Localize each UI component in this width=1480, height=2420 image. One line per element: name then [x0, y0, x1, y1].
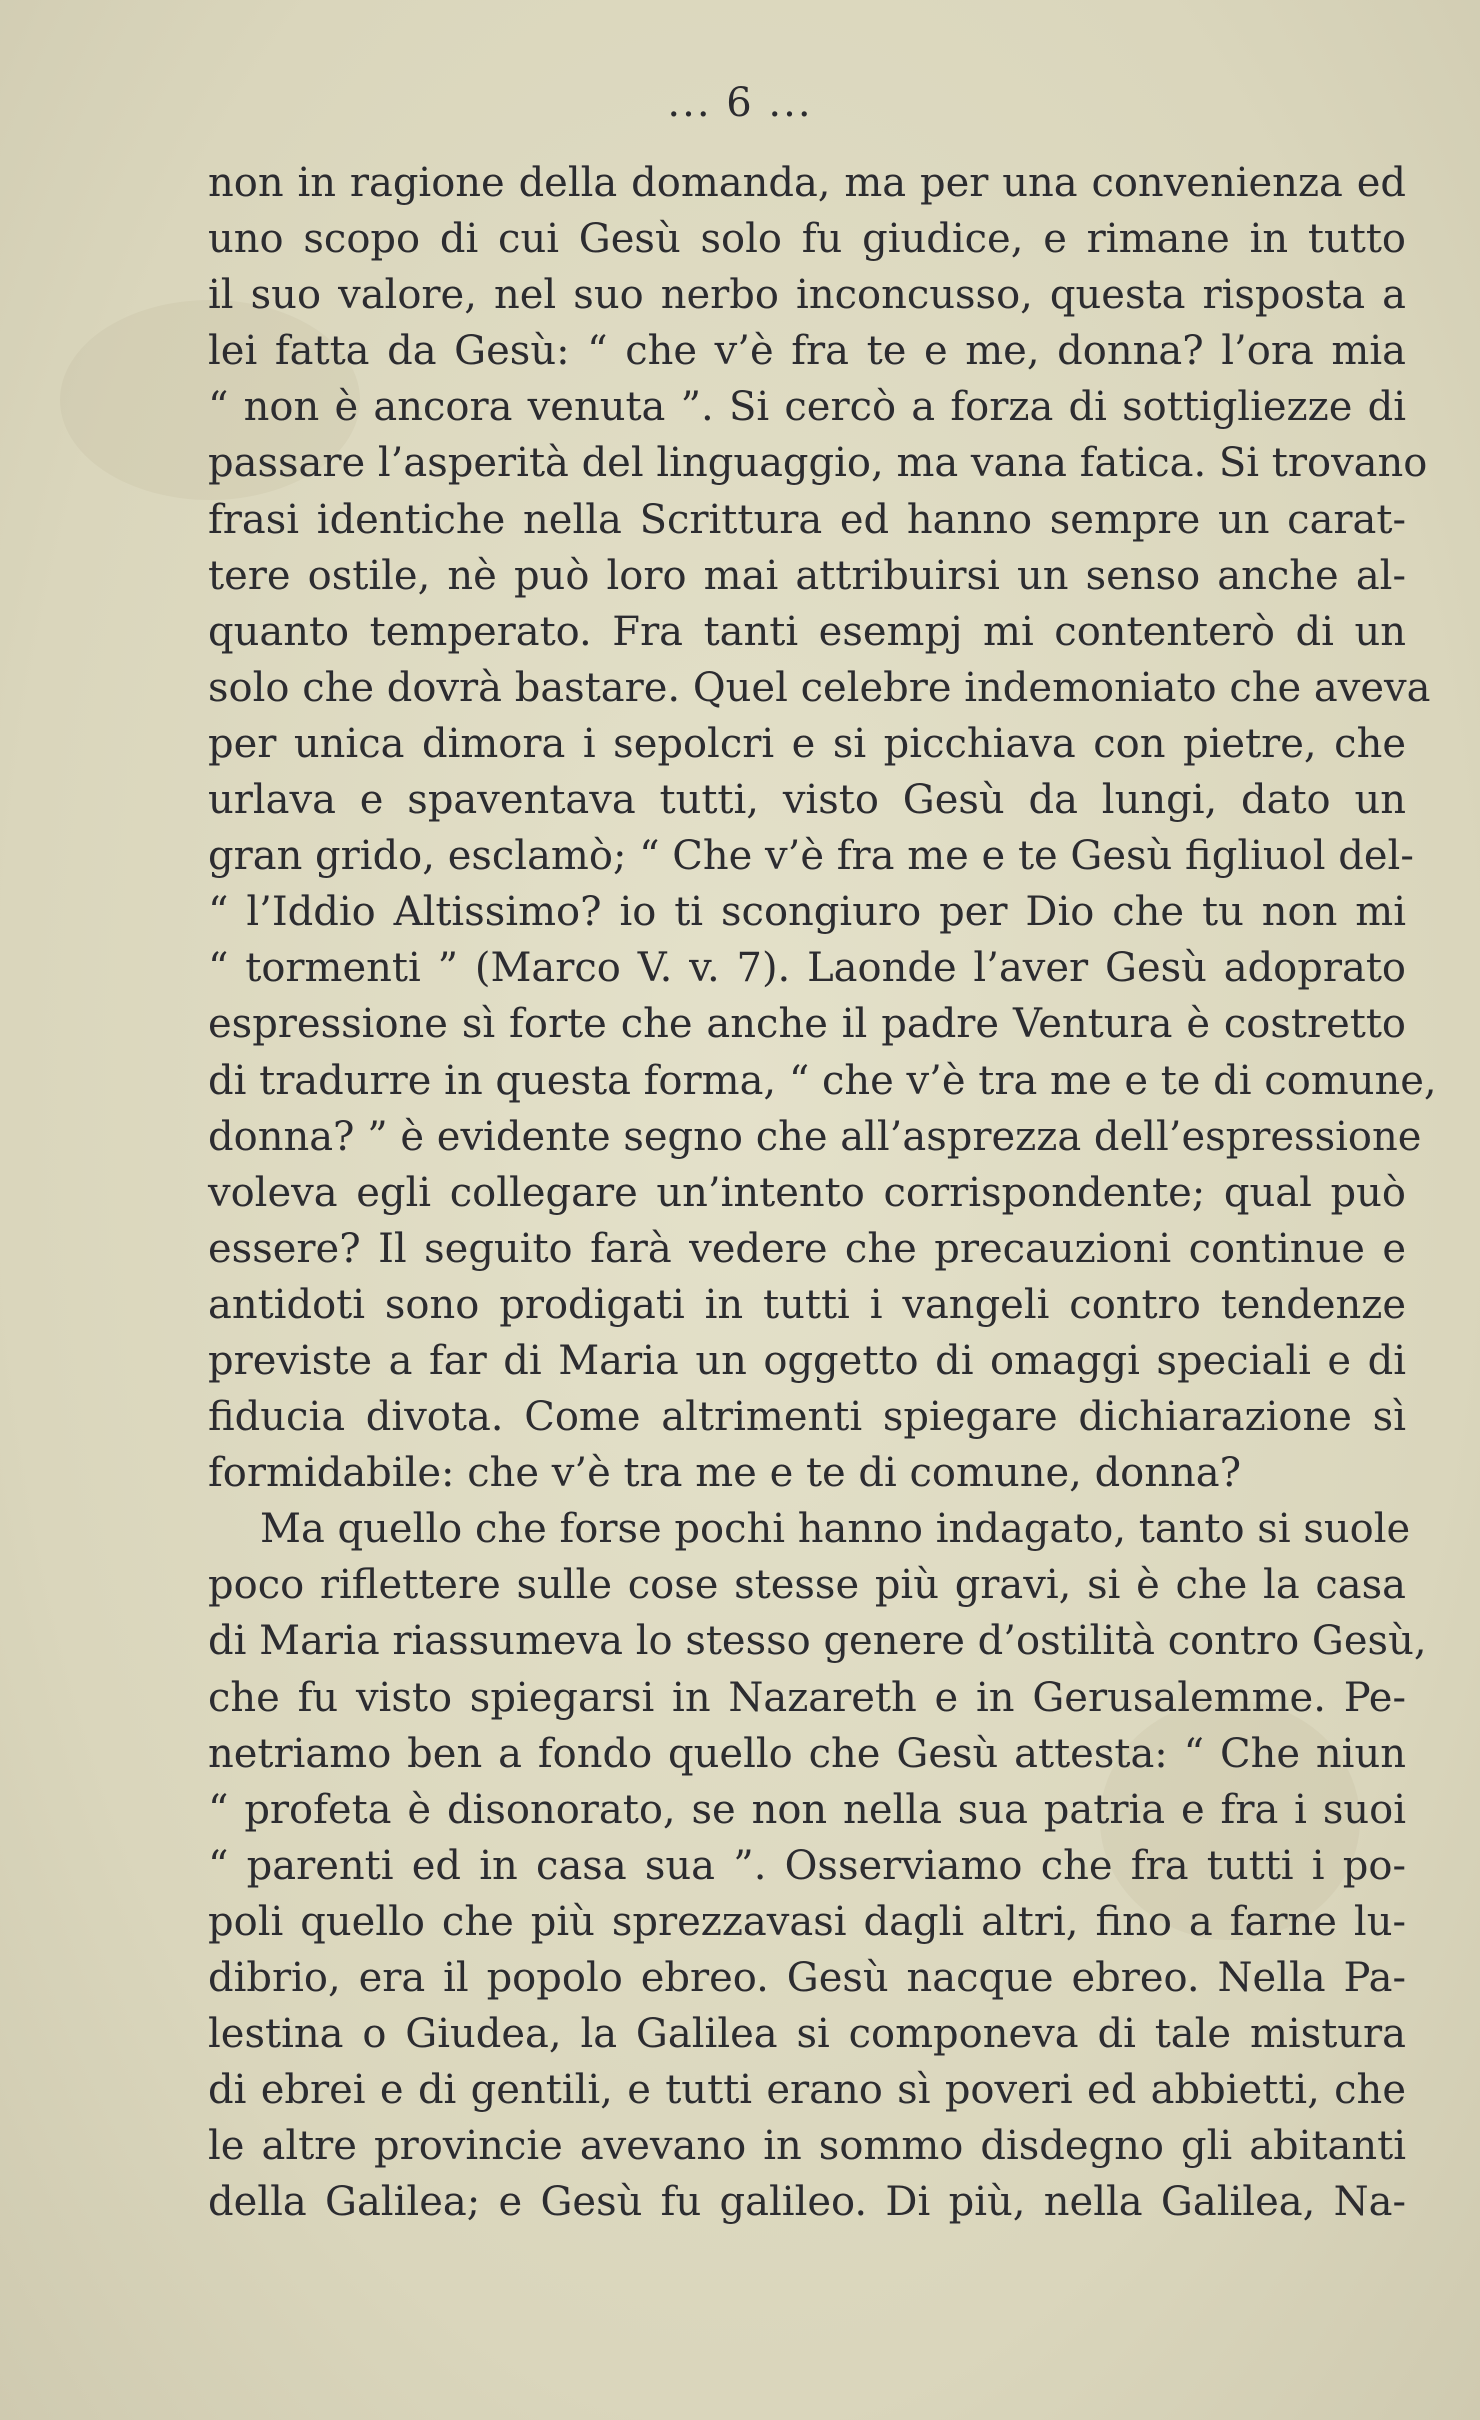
- text-line: “ tormenti ” (Marco V. v. 7). Laonde l’aver Gesù adoprato: [208, 945, 1406, 992]
- text-line: Ma quello che forse pochi hanno indagato, tanto si suole: [260, 1506, 1411, 1553]
- text-line: solo che dovrà bastare. Quel celebre indemoniato che aveva: [208, 664, 1431, 711]
- text-line: della Galilea; e Gesù fu galileo. Di più, nella Galilea, Na-: [208, 2179, 1406, 2226]
- text-line: di tradurre in questa forma, “ che v’è tra me e te di comune,: [208, 1057, 1437, 1104]
- text-line: “ non è ancora venuta ”. Si cercò a forza di sottigliezze di: [208, 384, 1406, 431]
- text-line: fiducia divota. Come altrimenti spiegare dichiarazione sì: [208, 1394, 1406, 1441]
- body-text: [208, 155, 1437, 2230]
- text-line: netriamo ben a fondo quello che Gesù attesta: “ Che niun: [208, 1730, 1406, 1777]
- text-line: formidabile: che v’è tra me e te di comune, donna?: [208, 1450, 1242, 1497]
- text-line: il suo valore, nel suo nerbo inconcusso, questa risposta a: [208, 272, 1406, 319]
- text-line: non in ragione della domanda, ma per una convenienza ed: [208, 160, 1406, 206]
- text-line: “ l’Iddio Altissimo? io ti scongiuro per Dio che tu non mi: [208, 889, 1406, 936]
- text-line: di ebrei e di gentili, e tutti erano sì poveri ed abbietti, che: [208, 2067, 1406, 2114]
- text-line: quanto temperato. Fra tanti esempj mi contenterò di un: [208, 608, 1406, 655]
- text-line: donna? ” è evidente segno che all’asprezza dell’espressione: [208, 1113, 1422, 1160]
- text-line: voleva egli collegare un’intento corrispondente; qual può: [208, 1169, 1406, 1216]
- page-number: ... 6 ...: [667, 80, 813, 126]
- text-line: che fu visto spiegarsi in Nazareth e in Gerusalemme. Pe-: [208, 1674, 1406, 1721]
- text-line: urlava e spaventava tutti, visto Gesù da lungi, dato un: [208, 777, 1406, 824]
- text-line: gran grido, esclamò; “ Che v’è fra me e te Gesù figliuol del-: [208, 833, 1414, 880]
- text-line: le altre provincie avevano in sommo disdegno gli abitanti: [208, 2123, 1406, 2170]
- text-line: previste a far di Maria un oggetto di omaggi speciali e di: [208, 1337, 1406, 1384]
- text-line: uno scopo di cui Gesù solo fu giudice, e rimane in tutto: [208, 216, 1406, 263]
- text-line: essere? Il seguito farà vedere che precauzioni continue e: [208, 1225, 1406, 1272]
- text-line: espressione sì forte che anche il padre Ventura è costretto: [208, 1001, 1406, 1048]
- text-line: lestina o Giudea, la Galilea si componeva di tale mistura: [208, 2011, 1406, 2058]
- text-line: per unica dimora i sepolcri e si picchiava con pietre, che: [208, 720, 1406, 767]
- text-line: frasi identiche nella Scrittura ed hanno sempre un carat-: [208, 496, 1406, 543]
- text-line: dibrio, era il popolo ebreo. Gesù nacque ebreo. Nella Pa-: [208, 1955, 1406, 2001]
- text-line: “ parenti ed in casa sua ”. Osserviamo che fra tutti i po-: [208, 1842, 1406, 1889]
- text-line: lei fatta da Gesù: “ che v’è fra te e me, donna? l’ora mia: [208, 328, 1406, 375]
- text-line: di Maria riassumeva lo stesso genere d’ostilità contro Gesù,: [208, 1618, 1427, 1665]
- text-line: “ profeta è disonorato, se non nella sua patria e fra i suoi: [208, 1786, 1406, 1833]
- text-line: passare l’asperità del linguaggio, ma vana fatica. Si trovano: [208, 440, 1428, 487]
- text-line: antidoti sono prodigati in tutti i vangeli contro tendenze: [208, 1281, 1406, 1328]
- text-line: poli quello che più sprezzavasi dagli altri, fino a farne lu-: [208, 1898, 1406, 1945]
- text-line: poco riflettere sulle cose stesse più gravi, si è che la casa: [208, 1562, 1406, 1609]
- text-line: tere ostile, nè può loro mai attribuirsi un senso anche al-: [208, 552, 1406, 599]
